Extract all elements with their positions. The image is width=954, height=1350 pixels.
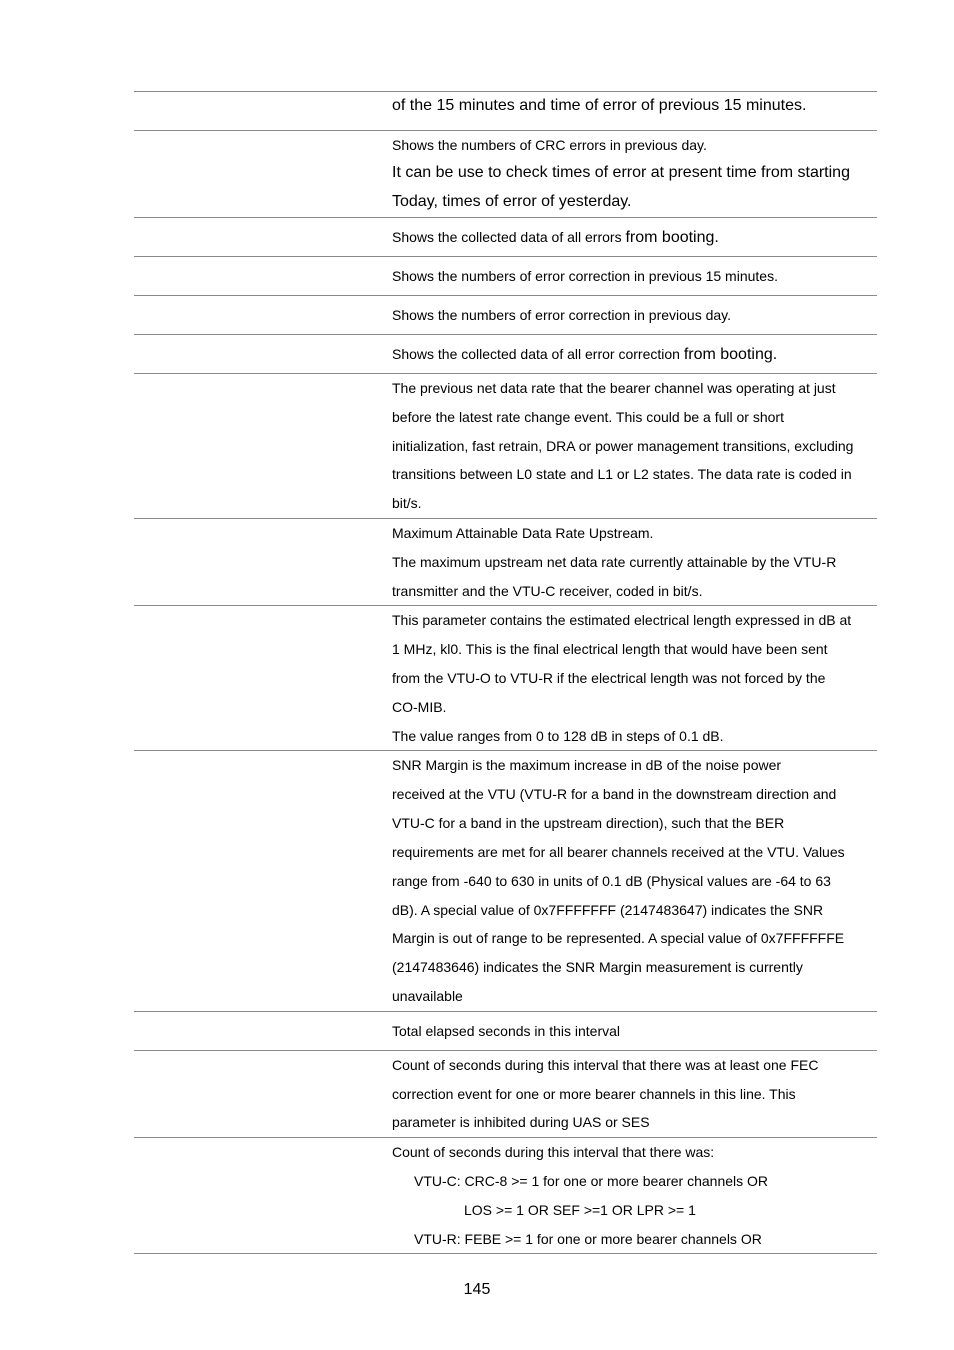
parameter-name-cell — [134, 296, 382, 334]
description-text-suffix: from booting. — [683, 346, 778, 363]
table-row — [134, 296, 877, 335]
description-line: bit/s. — [392, 495, 422, 511]
description-line: Count of seconds during this interval that there was: — [392, 1144, 715, 1160]
description-line: VTU-C for a band in the upstream direction), such that the BER — [392, 815, 785, 831]
description-line: of the 15 minutes and time of error of previous 15 minutes. — [392, 97, 807, 114]
description-line: Shows the numbers of error correction in previous day. — [392, 307, 732, 323]
description-line — [392, 345, 777, 364]
description-line: Shows the numbers of error correction in previous 15 minutes. — [392, 268, 778, 284]
description-line: unavailable — [392, 988, 463, 1004]
description-text: Shows the collected data of all error correction — [392, 346, 684, 362]
description-line: 1 MHz, kl0. This is the final electrical length that would have been sent — [392, 641, 828, 657]
description-line: transitions between L0 state and L1 or L2 states. The data rate is coded in — [392, 466, 852, 482]
parameter-name-cell — [134, 335, 382, 373]
description-line — [392, 228, 719, 247]
table-row — [134, 1138, 877, 1254]
parameter-table — [134, 91, 877, 1254]
table-row — [134, 92, 877, 131]
description-line: Total elapsed seconds in this interval — [392, 1023, 621, 1039]
table-row — [134, 335, 877, 374]
description-line: This parameter contains the estimated electrical length expressed in dB at — [392, 612, 852, 628]
table-row — [134, 131, 877, 218]
table-row — [134, 1012, 877, 1051]
description-line: initialization, fast retrain, DRA or power management transitions, excluding — [392, 438, 854, 454]
parameter-name-cell — [134, 218, 382, 256]
description-line: VTU-C: CRC-8 >= 1 for one or more bearer channels OR — [414, 1173, 769, 1189]
table-row — [134, 519, 877, 606]
parameter-name-cell — [134, 374, 382, 518]
description-line: from the VTU-O to VTU-R if the electrical length was not forced by the — [392, 670, 826, 686]
description-line: Shows the numbers of CRC errors in previous day. — [392, 137, 707, 153]
description-line: The value ranges from 0 to 128 dB in steps of 0.1 dB. — [392, 728, 724, 744]
parameter-name-cell — [134, 1138, 382, 1253]
table-row — [134, 257, 877, 296]
page-number: 145 — [463, 1281, 491, 1298]
parameter-name-cell — [134, 606, 382, 750]
description-line: The maximum upstream net data rate currently attainable by the VTU-R — [392, 554, 837, 570]
description-line: Maximum Attainable Data Rate Upstream. — [392, 525, 654, 541]
table-row — [134, 374, 877, 519]
parameter-name-cell — [134, 131, 382, 217]
description-line: Margin is out of range to be represented. A special value of 0x7FFFFFFE — [392, 930, 845, 946]
description-line: range from -640 to 630 in units of 0.1 dB (Physical values are -64 to 63 — [392, 873, 831, 889]
table-row — [134, 218, 877, 257]
parameter-name-cell — [134, 92, 382, 130]
description-line: VTU-R: FEBE >= 1 for one or more bearer channels OR — [414, 1231, 762, 1247]
description-line: correction event for one or more bearer channels in this line. This — [392, 1086, 796, 1102]
description-line: The previous net data rate that the bearer channel was operating at just — [392, 380, 836, 396]
description-line: Count of seconds during this interval that there was at least one FEC — [392, 1057, 819, 1073]
description-line: received at the VTU (VTU-R for a band in the downstream direction and — [392, 786, 837, 802]
description-line: Today, times of error of yesterday. — [392, 193, 632, 210]
description-line: (2147483646) indicates the SNR Margin measurement is currently — [392, 959, 803, 975]
parameter-name-cell — [134, 1012, 382, 1050]
description-line: It can be use to check times of error at present time from starting — [392, 164, 850, 181]
description-line: dB). A special value of 0x7FFFFFFF (2147483647) indicates the SNR — [392, 902, 824, 918]
description-text-suffix: from booting. — [625, 229, 719, 246]
description-line: SNR Margin is the maximum increase in dB of the noise power — [392, 757, 782, 773]
table-row — [134, 751, 877, 1012]
parameter-name-cell — [134, 751, 382, 1011]
parameter-name-cell — [134, 1051, 382, 1137]
table-row — [134, 606, 877, 751]
description-line: CO-MIB. — [392, 699, 447, 715]
description-line: parameter is inhibited during UAS or SES — [392, 1114, 650, 1130]
description-line: transmitter and the VTU-C receiver, coded in bit/s. — [392, 583, 703, 599]
description-line: before the latest rate change event. This could be a full or short — [392, 409, 784, 425]
description-text: Shows the collected data of all errors — [392, 229, 626, 245]
table-row — [134, 1051, 877, 1138]
description-line: LOS >= 1 OR SEF >=1 OR LPR >= 1 — [464, 1202, 696, 1218]
parameter-name-cell — [134, 519, 382, 605]
description-line: requirements are met for all bearer channels received at the VTU. Values — [392, 844, 845, 860]
parameter-name-cell — [134, 257, 382, 295]
